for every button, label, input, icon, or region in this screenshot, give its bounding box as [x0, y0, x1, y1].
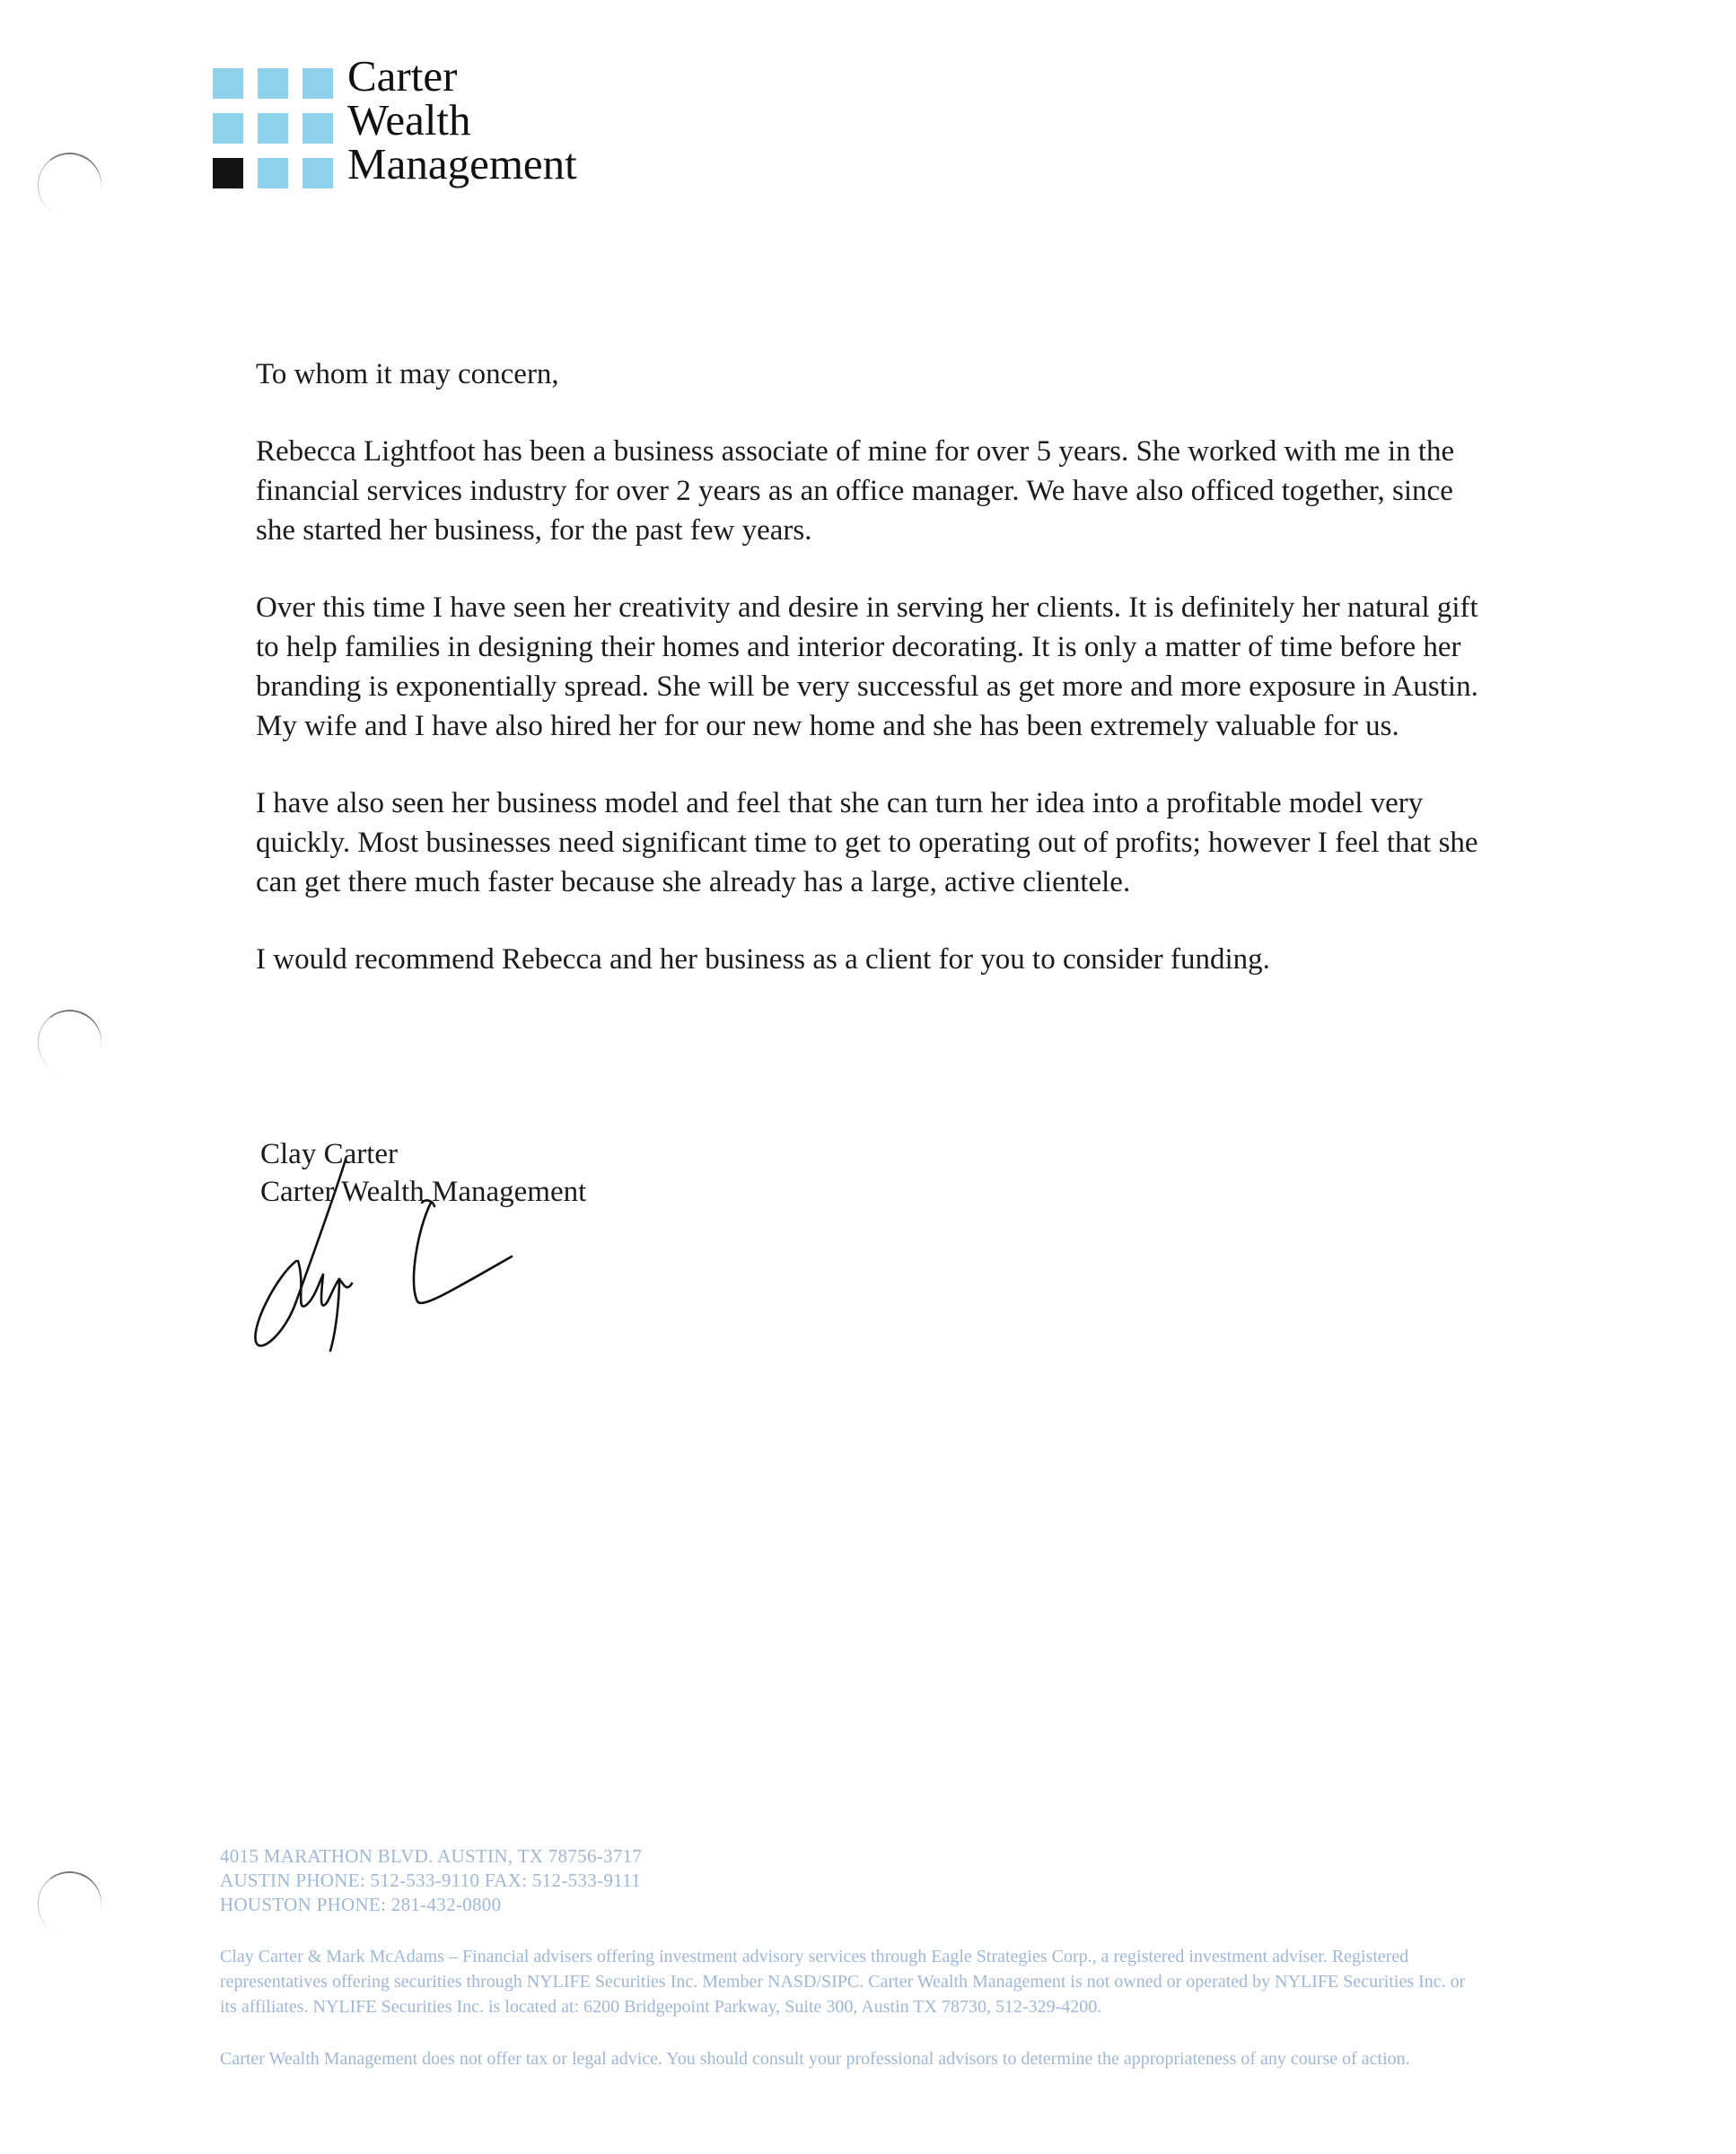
letter-paragraph: Over this time I have seen her creativity and desire in serving her clients. It is definitely her natural gift to help families in designing their homes and interior decorating. It is only a matter of time before her branding is exponentially spread. She will be very successful as get more and more exposure in Austin. My wife and I have also hired her for our new home and she has been extremely valuable for us. — [256, 591, 1478, 742]
logo-square — [302, 113, 333, 144]
logo-line-3: Management — [347, 139, 577, 188]
logo-square — [258, 68, 288, 99]
logo-square — [302, 158, 333, 188]
logo-square — [213, 68, 243, 99]
binder-hole-mark — [31, 1003, 109, 1081]
logo-square — [258, 158, 288, 188]
letter-greeting: To whom it may concern, — [256, 358, 559, 390]
signer-company: Carter Wealth Management — [260, 1176, 587, 1208]
logo-wordmark — [347, 51, 577, 188]
letter-paragraph: I have also seen her business model and feel that she can turn her idea into a profitable model very quickly. Most businesses need significant time to get to operating out of profits; however I feel that she can get there much faster because she already has a large, active clientele. — [256, 787, 1478, 898]
letter-paragraph: Rebecca Lightfoot has been a business associate of mine for over 5 years. She worked with me in the financial services industry for over 2 years as an office manager. We have also officed together, since she started her business, for the past few years. — [256, 435, 1455, 547]
letterhead-footer — [220, 1844, 1477, 2071]
footer-notice: Carter Wealth Management does not offer tax or legal advice. You should consult your professional advisors to determine the appropriateness of any course of action. — [220, 2049, 1410, 2069]
footer-houston-phone-line: HOUSTON PHONE: 281-432-0800 — [220, 1894, 502, 1915]
binder-hole-mark — [31, 1864, 109, 1943]
letter-body — [256, 355, 1495, 1017]
logo-square-dark — [213, 158, 243, 188]
logo-square-grid — [213, 68, 338, 194]
logo-line-1: Carter — [347, 51, 458, 101]
footer-phone-line: AUSTIN PHONE: 512-533-9110 FAX: 512-533-9111 — [220, 1869, 641, 1891]
logo-line-2: Wealth — [347, 95, 471, 144]
logo-square — [258, 113, 288, 144]
letter-paragraph: I would recommend Rebecca and her business as a client for you to consider funding. — [256, 943, 1270, 976]
handwritten-signature — [242, 1149, 539, 1382]
logo-square — [213, 113, 243, 144]
footer-address-line: 4015 MARATHON BLVD. AUSTIN, TX 78756-3717 — [220, 1845, 643, 1867]
binder-hole-mark — [31, 145, 109, 224]
logo-square — [302, 68, 333, 99]
footer-disclosure: Clay Carter & Mark McAdams – Financial advisers offering investment advisory services through Eagle Strategies Corp., a registered investment adviser. Registered representatives offering securities through NYLIFE Securities Inc. Member NASD/SIPC. Carter Wealth Management is not owned or operated by NYLIFE Securities Inc. or its affiliates. NYLIFE Securities Inc. is located at: 6200 Bridgepoint Parkway, Suite 300, Austin TX 78730, 512-329-4200. — [220, 1947, 1466, 2017]
signer-name: Clay Carter — [260, 1138, 399, 1170]
